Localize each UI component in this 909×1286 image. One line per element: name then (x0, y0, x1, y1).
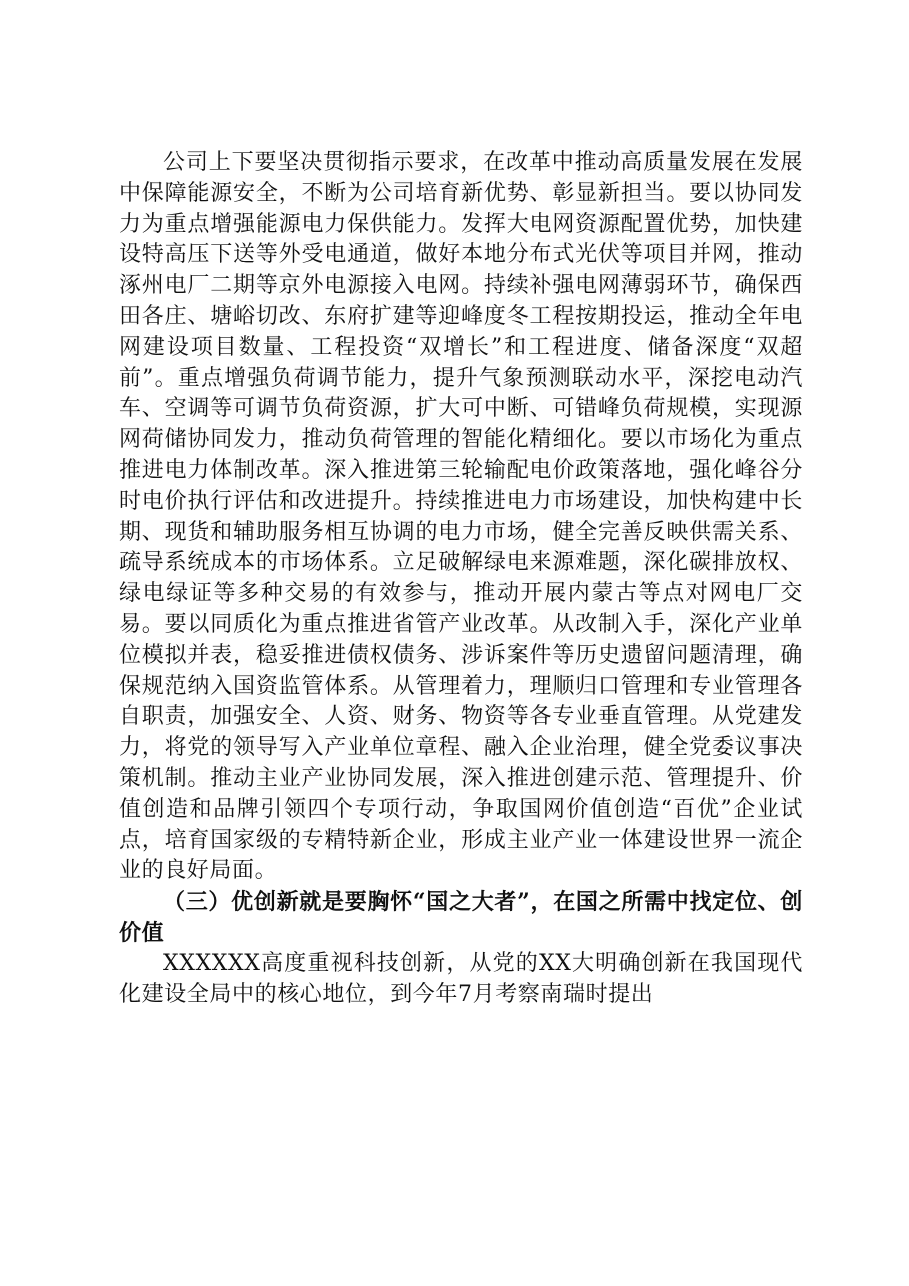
section-heading: （三）优创新就是要胸怀“国之大者”，在国之所需中找定位、创价值 (119, 889, 803, 946)
body-paragraph: XXXXXX高度重视科技创新，从党的XX大明确创新在我国现代化建设全局中的核心地位，到今年7月考察南瑞时提出 (119, 950, 803, 1007)
body-paragraph: 公司上下要坚决贯彻指示要求，在改革中推动高质量发展在发展中保障能源安全，不断为公司培育新优势、彰显新担当。要以协同发力为重点增强能源电力保供能力。发挥大电网资源配置优势，加快建设特高压下送等外受电通道，做好本地分布式光伏等项目并网，推动涿州电厂二期等京外电源接入电网。持续补强电网薄弱环节，确保西田各庄、塘峪切改、东府扩建等迎峰度冬工程按期投运，推动全年电网建设项目数量、工程投资“双增长”和工程进度、储备深度“双超前”。重点增强负荷调节能力，提升气象预测联动水平，深挖电动汽车、空调等可调节负荷资源，扩大可中断、可错峰负荷规模，实现源网荷储协同发力，推动负荷管理的智能化精细化。要以市场化为重点推进电力体制改革。深入推进第三轮输配电价政策落地，强化峰谷分时电价执行评估和改进提升。持续推进电力市场建设，加快构建中长期、现货和辅助服务相互协调的电力市场，健全完善反映供需关系、疏导系统成本的市场体系。立足破解绿电来源难题，深化碳排放权、绿电绿证等多种交易的有效参与，推动开展内蒙古等点对网电厂交易。要以同质化为重点推进省管产业改革。从改制入手，深化产业单位模拟并表，稳妥推进债权债务、涉诉案件等历史遗留问题清理，确保规范纳入国资监管体系。从管理着力，理顺归口管理和专业管理各自职责，加强安全、人资、财务、物资等各专业垂直管理。从党建发力，将党的领导写入产业单位章程、融入企业治理，健全党委议事决策机制。推动主业产业协同发展，深入推进创建示范、管理提升、价值创造和品牌引领四个专项行动，争取国网价值创造“百优”企业试点，培育国家级的专精特新企业，形成主业产业一体建设世界一流企业的良好局面。 (119, 150, 803, 884)
document-body (119, 148, 803, 1010)
